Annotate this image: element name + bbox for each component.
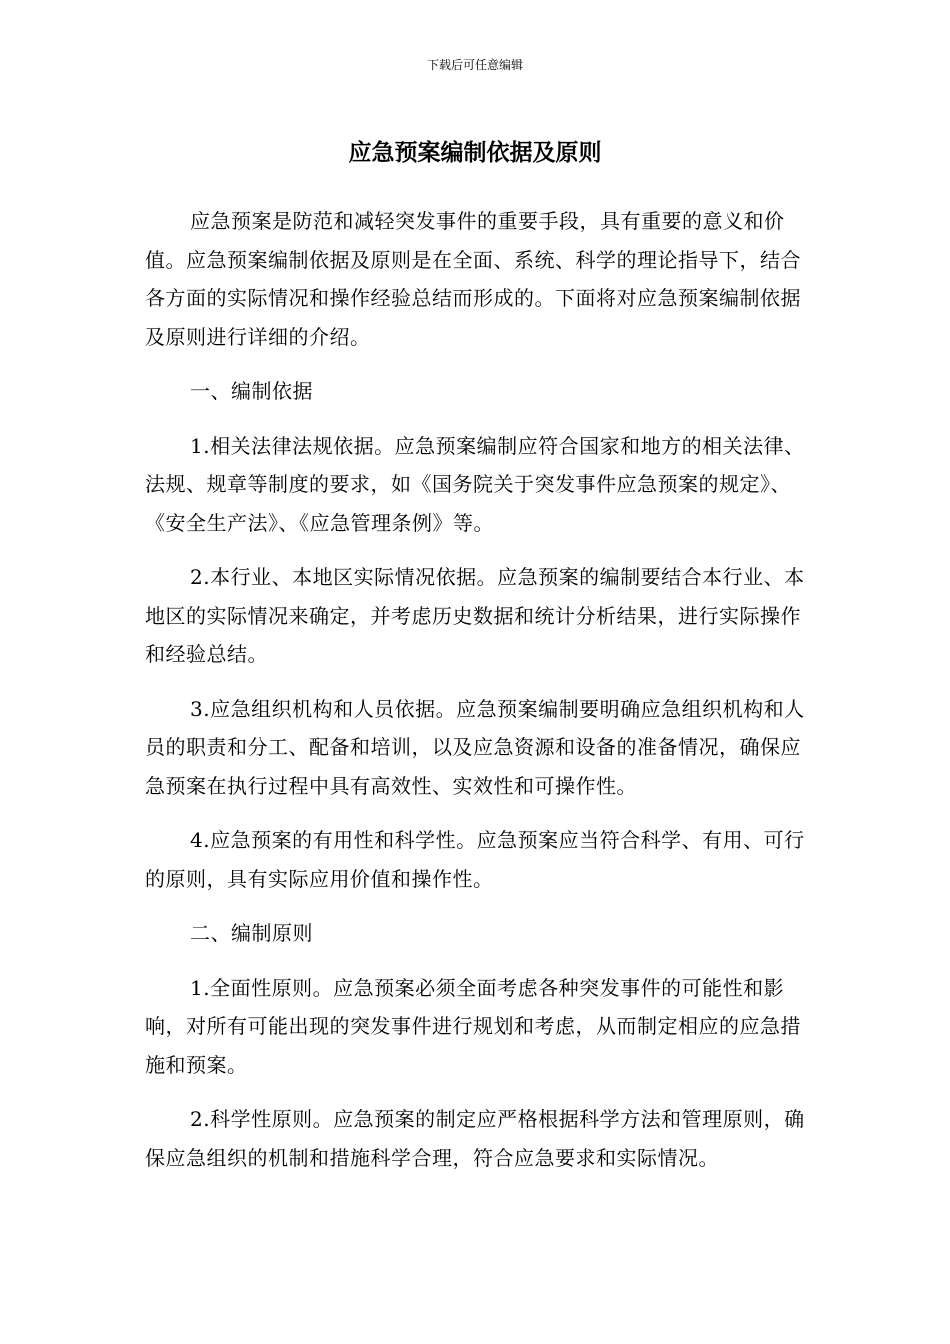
intro-paragraph: 应急预案是防范和减轻突发事件的重要手段，具有重要的意义和价值。应急预案编制依据及原则是在全面、系统、科学的理论指导下，结合各方面的实际情况和操作经验总结而形成的。下面将对应急预案编制依据及原则进行详细的介绍。 <box>145 209 801 349</box>
basis-item-3: 3.应急组织机构和人员依据。应急预案编制要明确应急组织机构和人员的职责和分工、配备和培训，以及应急资源和设备的准备情况，确保应急预案在执行过程中具有高效性、实效性和可操作性。 <box>145 696 805 798</box>
section-heading-basis: 一、编制依据 <box>190 379 313 403</box>
document-body <box>145 202 815 1193</box>
page-title: 应急预案编制依据及原则 <box>348 140 602 166</box>
header-note: 下载后可任意编辑 <box>426 58 523 72</box>
principle-item-1: 1.全面性原则。应急预案必须全面考虑各种突发事件的可能性和影响，对所有可能出现的突发事件进行规划和考虑，从而制定相应的应急措施和预案。 <box>145 975 801 1077</box>
principle-item-2: 2.科学性原则。应急预案的制定应严格根据科学方法和管理原则，确保应急组织的机制和措施科学合理，符合应急要求和实际情况。 <box>145 1107 805 1170</box>
basis-item-2: 2.本行业、本地区实际情况依据。应急预案的编制要结合本行业、本地区的实际情况来确定，并考虑历史数据和统计分析结果，进行实际操作和经验总结。 <box>145 565 805 666</box>
basis-item-1: 1.相关法律法规依据。应急预案编制应符合国家和地方的相关法律、法规、规章等制度的要求，如《国务院关于突发事件应急预案的规定》、《安全生产法》、《应急管理条例》等。 <box>145 433 805 535</box>
section-heading-principles: 二、编制原则 <box>190 921 313 945</box>
basis-item-4: 4.应急预案的有用性和科学性。应急预案应当符合科学、有用、可行的原则，具有实际应用价值和操作性。 <box>145 828 805 891</box>
